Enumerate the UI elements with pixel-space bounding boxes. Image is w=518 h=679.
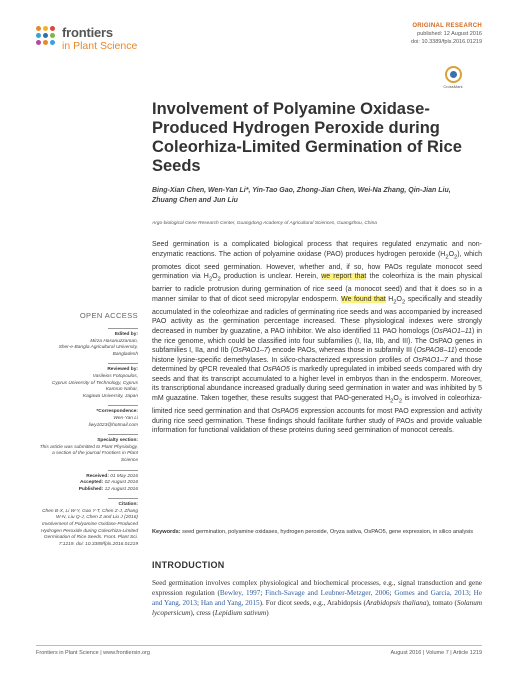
- introduction-text: Seed germination involves complex physiological and biochemical processes, e.g., signal transduction and gene expression regulation (Bewley, 1997; Finch-Savage and Leubner-Metzger, 2006; Gomes and Garcia, 2013; He and Yang, 2013; Han and Yang, 2015). For dicot seeds, e.g., Arabidopsis (Arabidopsis thaliana), tomato (Solanum lycopersicum), cress (Lepidium sativum): [152, 579, 483, 617]
- article-meta: [411, 22, 482, 46]
- footer-journal[interactable]: Frontiers in Plant Science | www.frontiersin.org: [36, 650, 150, 656]
- keywords-label: Keywords:: [152, 529, 181, 535]
- article-title: Involvement of Polyamine Oxidase-Produced Hydrogen Peroxide during Coleorhiza-Limited Germination of Rice Seeds: [152, 100, 462, 175]
- highlight-we-report: we report that: [321, 273, 367, 281]
- frontiers-logo-icon: [36, 26, 58, 48]
- citation-link[interactable]: Gomes and Garcia, 2013: [394, 589, 469, 597]
- footer-divider: [36, 645, 482, 646]
- journal-logo[interactable]: [36, 24, 196, 56]
- citation: Citation: Chen B-X, Li W-Y, Gao Y-T, Chen Z-J, Zhang W-N, Liu Q-J, Chen Z and Liu J (2016) Involvement of Polyamine Oxidase-Produced Hydrogen Peroxide during Coleorhiza-Limited Germination of Rice Seeds. Front. Plant Sci. 7:1219. doi: 10.3389/fpls.2016.01219: [40, 502, 138, 547]
- affiliation: Argo-biological Gene Research Center, Guangdong Academy of Agricultural Sciences, Guangzhou, China: [152, 221, 377, 226]
- edited-by: Edited by: Mirza Hasanuzzaman, Sher-e-Bangla Agricultural University, Bangladesh: [58, 332, 138, 357]
- citation-link[interactable]: Finch-Savage and Leubner-Metzger, 2006: [265, 589, 390, 597]
- open-access-label: OPEN ACCESS: [79, 311, 138, 320]
- highlight-we-found: We found that: [341, 295, 386, 303]
- citation-link[interactable]: Han and Yang, 2015: [200, 599, 260, 607]
- dates: Received: 01 May 2016 Accepted: 02 August 2016 Published: 12 August 2016: [78, 473, 138, 492]
- keywords: [152, 528, 482, 536]
- correspondence-email[interactable]: liwy1023@hotmail.com: [88, 422, 138, 428]
- crossmark-badge[interactable]: [440, 66, 466, 89]
- footer-volume: August 2016 | Volume 7 | Article 1219: [390, 650, 482, 656]
- crossmark-label: CrossMark: [443, 84, 463, 89]
- abstract: Seed germination is a complicated biological process that requires regulated enzymatic and non-enzymatic reactions. The action of polyamine oxidase (PAO) produces hydrogen peroxide $(H_2O_2)$, which promotes dicot seed germination. However, whether and, if so, how PAOs regulate monocot seed germination via $H_2O_2$ production is unclear. Herein, we report that the coleorhiza is the main physical barrier to radicle protrusion during germination of rice seed (a monocot seed) and that it does so in a manner similar to that of dicot seed micropylar endosperm. We found that $H_2O_2$ specifically and steadily accumulated in the coleorhizae and radicles of germinating rice seeds and was accompanied by increased PAO activity as the germination percentage increased. These physiological indexes were strongly decreased in number by guazatine, a PAO inhibitor. We also identified 11 PAO homologs (OsPAO1–11) in the rice genome, which could be classified into four subfamilies (I, IIa, IIb, and III). The OsPAO genes in subfamilies I, IIa, and IIb (OsPAO1–7) encode PAOs, whereas those in subfamily III (OsPAO8–11) encode histone lysine-specific demethylases. In silico-characterized expression profiles of OsPAO1–7 and those determined by qPCR revealed that OsPAO5 is markedly upregulated in imbibed seeds compared with dry seeds and that its transcript accumulated to a higher level in embryos than in the endosperm. Moreover, its transcriptional abundance increased gradually during seed germination in water and was inhibited by 5 mM guazatine. Taken together, these results suggest that PAO-generated $H_2O_2$ is involved in coleorhiza-limited rice seed germination and that OsPAO5 expression accounts for most PAO expression and activity during rice seed germination. These findings should facilitate further study of PAOs and provide valuable information for functional validation of these proteins during seed germination of monocot cereals.: [152, 241, 483, 435]
- crossmark-icon: [445, 66, 462, 83]
- citation-link[interactable]: He and Yang, 2013: [152, 589, 483, 607]
- correspondence: *Correspondence: Wen-Yan Li liwy1023@hotmail.com: [36, 409, 138, 429]
- sidebar-info: [36, 328, 138, 553]
- specialty-section: Specialty section: This article was submitted to Plant Physiology, a section of the journal Frontiers in Plant Science: [39, 438, 138, 463]
- article-type: ORIGINAL RESEARCH: [412, 23, 482, 29]
- reviewed-by: Reviewed by: Vasileios Fotopoulos, Cyprus University of Technology, Cyprus Kamrun Nahar, Kagawa University, Japan: [51, 367, 138, 399]
- citation-link[interactable]: Bewley, 1997: [219, 589, 261, 597]
- published-date: published: 12 August 2016: [417, 31, 482, 37]
- doi-link[interactable]: doi: 10.3389/fpls.2016.01219: [411, 39, 482, 45]
- logo-journal-name: in Plant Science: [62, 40, 138, 52]
- keywords-text: seed germination, polyamine oxidases, hydrogen peroxide, Oryza sativa, OsPAO5, gene expression, in silico analysis: [180, 529, 474, 535]
- section-heading-introduction: INTRODUCTION: [152, 560, 225, 570]
- logo-wordmark: frontiers: [62, 25, 113, 40]
- author-list: Bing-Xian Chen, Wen-Yan Li*, Yin-Tao Gao, Zhong-Jian Chen, Wei-Na Zhang, Qin-Jian Liu, Zhuang Chen and Jun Liu: [152, 187, 451, 204]
